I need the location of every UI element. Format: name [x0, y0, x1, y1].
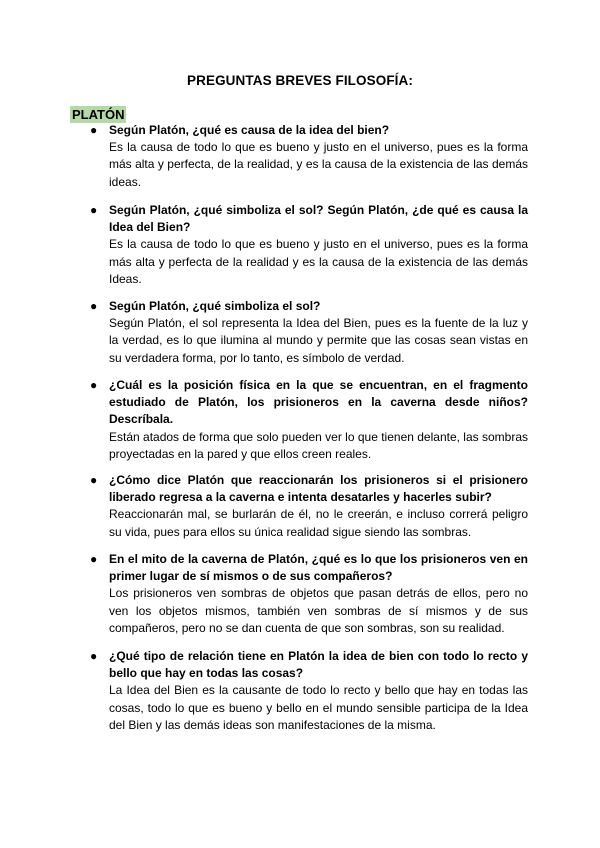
answer-text: Según Platón, el sol representa la Idea del Bien, pues es la fuente de la luz y la verdad, es lo que ilumina al mundo y permite que las cosas sean vistas en su verdadera forma, por lo tanto, es símbolo de verdad. [109, 316, 528, 365]
bullet-icon: ● [90, 299, 98, 313]
question-text: ¿Cuál es la posición física en la que se encuentran, en el fragmento estudiado de Platón, los prisioneros en la caverna desde niños? Descríbala. [109, 378, 528, 427]
bullet-icon: ● [90, 203, 98, 217]
bullet-icon: ● [90, 649, 98, 663]
question-text: Según Platón, ¿qué simboliza el sol? Según Platón, ¿de qué es causa la Idea del Bien? [109, 203, 528, 235]
question-text: Según Platón, ¿qué simboliza el sol? [109, 299, 321, 313]
question-text: ¿Qué tipo de relación tiene en Platón la idea de bien con todo lo recto y bello que hay en todas las cosas? [109, 649, 528, 681]
answer-text: Es la causa de todo lo que es bueno y justo en el universo, pues es la forma más alta y perfecta de la realidad y es la causa de la existencia de las demás Ideas. [109, 237, 528, 286]
answer-text: Los prisioneros ven sombras de objetos que pasan detrás de ellos, pero no ven los objetos mismos, también ven sombras de sí mismos y de sus compañeros, pero no se dan cuenta de que son sombras, son su realidad. [109, 586, 528, 635]
qa-item [90, 648, 528, 734]
qa-item [90, 122, 528, 191]
bullet-icon: ● [90, 378, 98, 392]
bullet-icon: ● [90, 552, 98, 566]
bullet-icon: ● [90, 473, 98, 487]
page-title: PREGUNTAS BREVES FILOSOFÍA: [187, 73, 413, 88]
qa-item [90, 472, 528, 541]
qa-item [90, 377, 528, 463]
qa-item [90, 551, 528, 637]
qa-item [90, 202, 528, 288]
bullet-icon: ● [90, 123, 98, 137]
answer-text: La Idea del Bien es la causante de todo lo recto y bello que hay en todas las cosas, todo lo que es bueno y bello en el mundo sensible participa de la Idea del Bien y las demás ideas son manifestaciones de la misma. [109, 683, 528, 732]
answer-text: Es la causa de todo lo que es bueno y justo en el universo, pues es la forma más alta y perfecta, de la realidad, y es la causa de la existencia de las demás ideas. [109, 140, 528, 189]
section-heading-platon: PLATÓN [72, 107, 125, 122]
qa-item [90, 298, 528, 367]
answer-text: Están atados de forma que solo pueden ver lo que tienen delante, las sombras proyectadas en la pared y que ellos creen reales. [109, 429, 528, 461]
question-text: En el mito de la caverna de Platón, ¿qué es lo que los prisioneros ven en primer lugar de sí mismos o de sus compañeros? [109, 552, 528, 584]
question-text: ¿Cómo dice Platón que reaccionarán los prisioneros si el prisionero liberado regresa a la caverna e intenta desatarles y hacerles subir? [109, 473, 528, 505]
answer-text: Reaccionarán mal, se burlarán de él, no le creerán, e incluso correrá peligro su vida, pues para ellos su única realidad sigue siendo las sombras. [109, 507, 528, 539]
question-text: Según Platón, ¿qué es causa de la idea del bien? [109, 123, 390, 137]
